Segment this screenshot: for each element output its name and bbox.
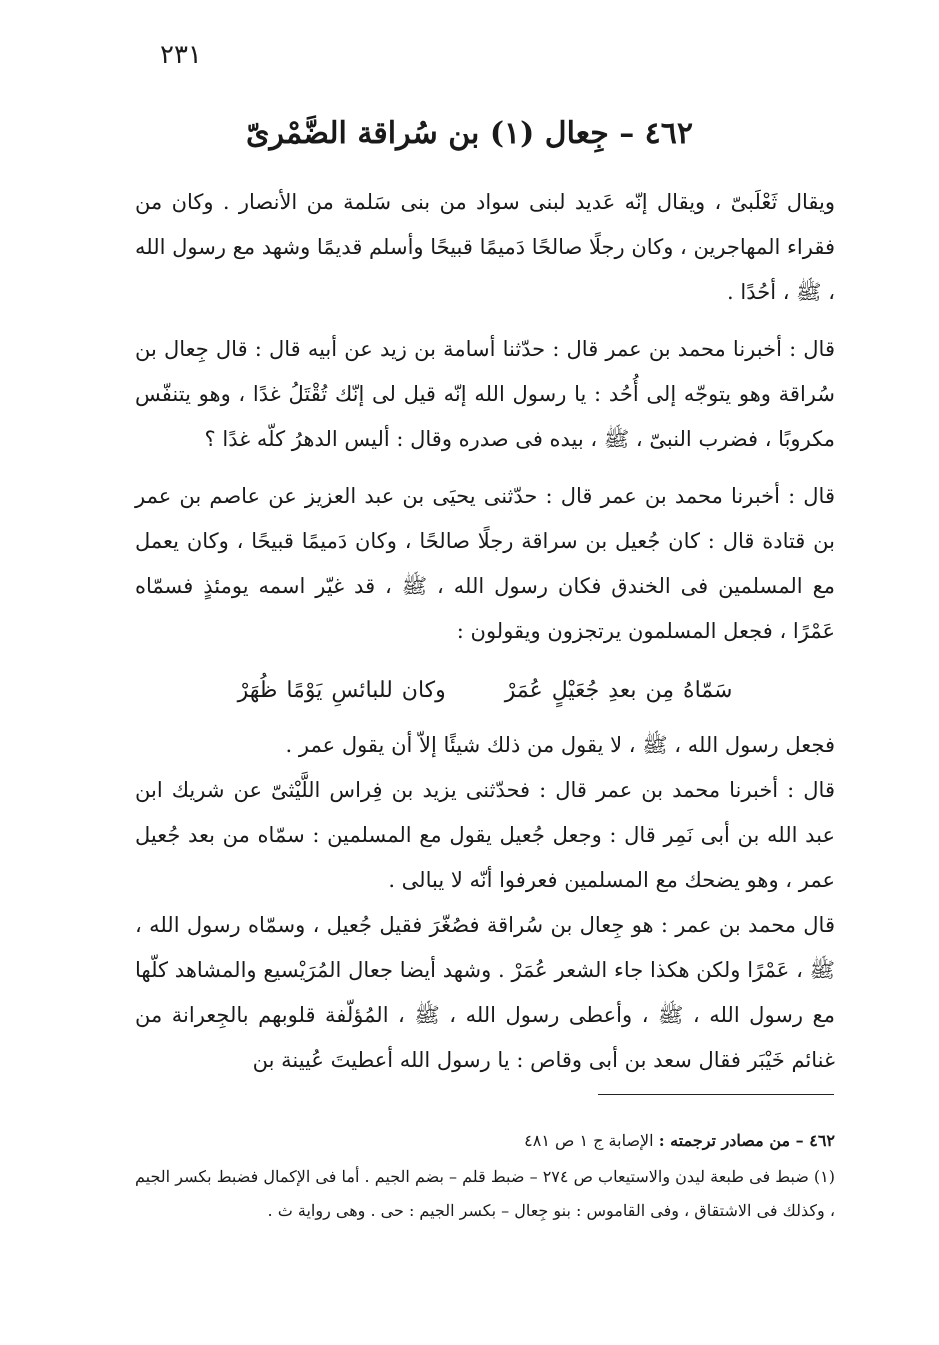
footnotes: [135, 1124, 835, 1228]
paragraph: قال : أخبرنا محمد بن عمر قال : فحدّثنى يزيد بن فِراس اللَّيْثىّ عن شريك ابن عبد الله بن أبى نَمِر قال : وجعل جُعيل يقول مع المسلمين : سمّاه من بعد جُعيل عمر ، وهو يضحك مع المسلمين فعرفوا أنّه لا يبالى .: [135, 778, 835, 892]
paragraph: فجعل رسول الله ، ﷺ ، لا يقول من ذلك شيئًا إلاّ أن يقول عمر .: [285, 733, 835, 757]
footnote-sources-text: الإصابة ج ١ ص ٤٨١: [524, 1131, 654, 1150]
footnote-sources-label: ٤٦٢ – من مصادر ترجمته :: [658, 1131, 835, 1150]
verse-hemistich-first: سَمّاهُ مِن بعدِ جُعَيْلٍ عُمَرْ: [504, 678, 733, 703]
verse-hemistich-second: وكان للبائسِ يَوْمًا ظُهَرْ: [237, 678, 446, 703]
paragraph: قال : أخبرنا محمد بن عمر قال : حدّثنا أسامة بن زيد عن أبيه قال : قال جِعال بن سُراقة وهو يتوجّه إلى أُحُد : يا رسول الله إنّه قيل لى إنّك تُقْتَلُ غدًا ، وهو يتنفّس مكروبًا ، فضرب النبىّ ، ﷺ ، بيده فى صدره وقال : أليس الدهرُ كلّه غدًا ؟: [135, 337, 835, 451]
page-number: ٢٣١: [160, 40, 202, 70]
footnote-sources: [135, 1124, 835, 1158]
paragraph: ويقال ثَعْلَبىّ ، ويقال إنّه عَديد لبنى سواد من بنى سَلمة من الأنصار . وكان من فقراء المهاجرين ، وكان رجلًا صالحًا دَميمًا قبيحًا وأسلم قديمًا وشهد مع رسول الله ، ﷺ ، أحُدًا .: [135, 190, 835, 304]
paragraph: قال محمد بن عمر : هو جِعال بن سُراقة فصُغّرَ فقيل جُعيل ، وسمّاه رسول الله ، ﷺ ، عَمْرًا ولكن هكذا جاء الشعر عُمَرْ . وشهد أيضا جعال المُرَيْسيع والمشاهد كلّها مع رسول الله ، ﷺ ، وأعطى رسول الله ، ﷺ ، المُؤلّفة قلوبهم بالجِعرانة من غنائم خَيْبَر فقال سعد بن أبى وقاص : يا رسول الله أعطيتَ عُيينة بن: [135, 913, 835, 1072]
entry-body: [135, 180, 835, 1083]
footnote-1: (١) ضبط فى طبعة ليدن والاستيعاب ص ٢٧٤ – ضبط قلم – بضم الجيم . أما فى الإكمال فضبط بكسر الجيم ، وكذلك فى الاشتقاق ، وفى القاموس : بنو جِعال – بكسر الجيم : حى . وهى رواية ث .: [135, 1167, 836, 1220]
entry-heading: ٤٦٢ – جِعال (١) بن سُراقة الضَّمْرىّ: [246, 116, 693, 151]
paragraph: قال : أخبرنا محمد بن عمر قال : حدّثنى يحيَى بن عبد العزيز عن عاصم بن عمر بن قتادة قال : كان جُعيل بن سراقة رجلًا صالحًا ، وكان دَميمًا قبيحًا ، وكان يعمل مع المسلمين فى الخندق فكان رسول الله ، ﷺ ، قد غيّر اسمه يومئذٍ فسمّاه عَمْرًا ، فجعل المسلمون يرتجزون ويقولون :: [135, 484, 835, 643]
poetry-verse: [135, 668, 835, 713]
footnote-divider: [598, 1094, 834, 1095]
